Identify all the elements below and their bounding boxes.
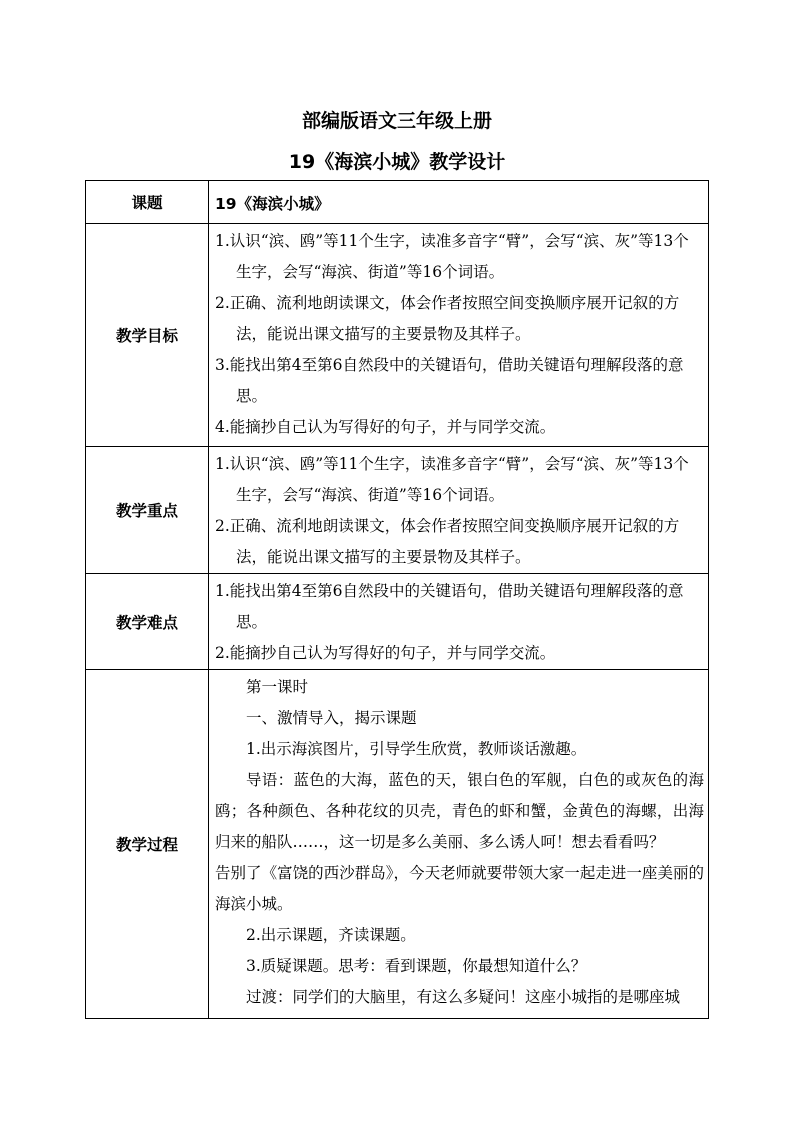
list-item: 2.正确、流利地朗读课文，体会作者按照空间变换顺序展开记叙的方法，能说出课文描写的主要景物及其样子。 <box>215 294 680 343</box>
list-item: 3.能找出第4至第6自然段中的关键语句，借助关键语句理解段落的意思。 <box>215 356 684 405</box>
process-paragraph: 导语：蓝色的大海，蓝色的天，银白色的军舰，白色的或灰色的海鸥；各种颜色、各种花纹的贝壳，青色的虾和蟹，金黄色的海螺，出海归来的船队……，这一切是多么美丽、多么诱人呵！想去看看吗？ <box>215 771 704 851</box>
list-item: 1.认识“滨、鸥”等11个生字，读准多音字“臂”，会写“滨、灰”等13个生字，会写“海滨、街道”等16个词语。 <box>215 455 689 504</box>
topic-value: 19《海滨小城》 <box>209 181 709 224</box>
table-row-key-points <box>86 447 709 574</box>
page-title: 部编版语文三年级上册 <box>301 110 492 132</box>
process-paragraph: 3.质疑课题。思考：看到课题，你最想知道什么？ <box>246 957 587 975</box>
process-paragraph: 1.出示海滨图片，引导学生欣赏，教师谈话激趣。 <box>246 740 587 758</box>
process-paragraph: 一、激情导入，揭示课题 <box>246 709 417 727</box>
table-row-process <box>86 670 709 1019</box>
list-item: 1.认识“滨、鸥”等11个生字，读准多音字“臂”，会写“滨、灰”等13个生字，会写“海滨、街道”等16个词语。 <box>215 232 689 281</box>
process-paragraph: 第一课时 <box>246 678 309 696</box>
key-points-label: 教学重点 <box>86 447 209 574</box>
process-cell <box>209 670 709 1019</box>
table-row-difficulties <box>86 574 709 670</box>
list-item: 2.能摘抄自己认为写得好的句子，并与同学交流。 <box>215 644 556 662</box>
difficulties-label: 教学难点 <box>86 574 209 670</box>
lesson-plan-table <box>85 180 709 1019</box>
process-paragraph: 告别了《富饶的西沙群岛》，今天老师就要带领大家一起走进一座美丽的海滨小城。 <box>215 864 704 913</box>
list-item: 1.能找出第4至第6自然段中的关键语句，借助关键语句理解段落的意思。 <box>215 582 684 631</box>
page-subtitle: 19《海滨小城》教学设计 <box>288 151 506 173</box>
table-row-topic <box>86 181 709 224</box>
difficulties-cell <box>209 574 709 670</box>
table-row-goals <box>86 224 709 447</box>
list-item: 4.能摘抄自己认为写得好的句子，并与同学交流。 <box>215 418 556 436</box>
key-points-cell <box>209 447 709 574</box>
process-paragraph: 过渡：同学们的大脑里，有这么多疑问！这座小城指的是哪座城 <box>246 988 681 1006</box>
topic-label: 课题 <box>86 181 209 224</box>
goals-cell <box>209 224 709 447</box>
list-item: 2.正确、流利地朗读课文，体会作者按照空间变换顺序展开记叙的方法，能说出课文描写的主要景物及其样子。 <box>215 517 680 566</box>
process-paragraph: 2.出示课题，齐读课题。 <box>246 926 416 944</box>
process-label: 教学过程 <box>86 670 209 1019</box>
goals-label: 教学目标 <box>86 224 209 447</box>
